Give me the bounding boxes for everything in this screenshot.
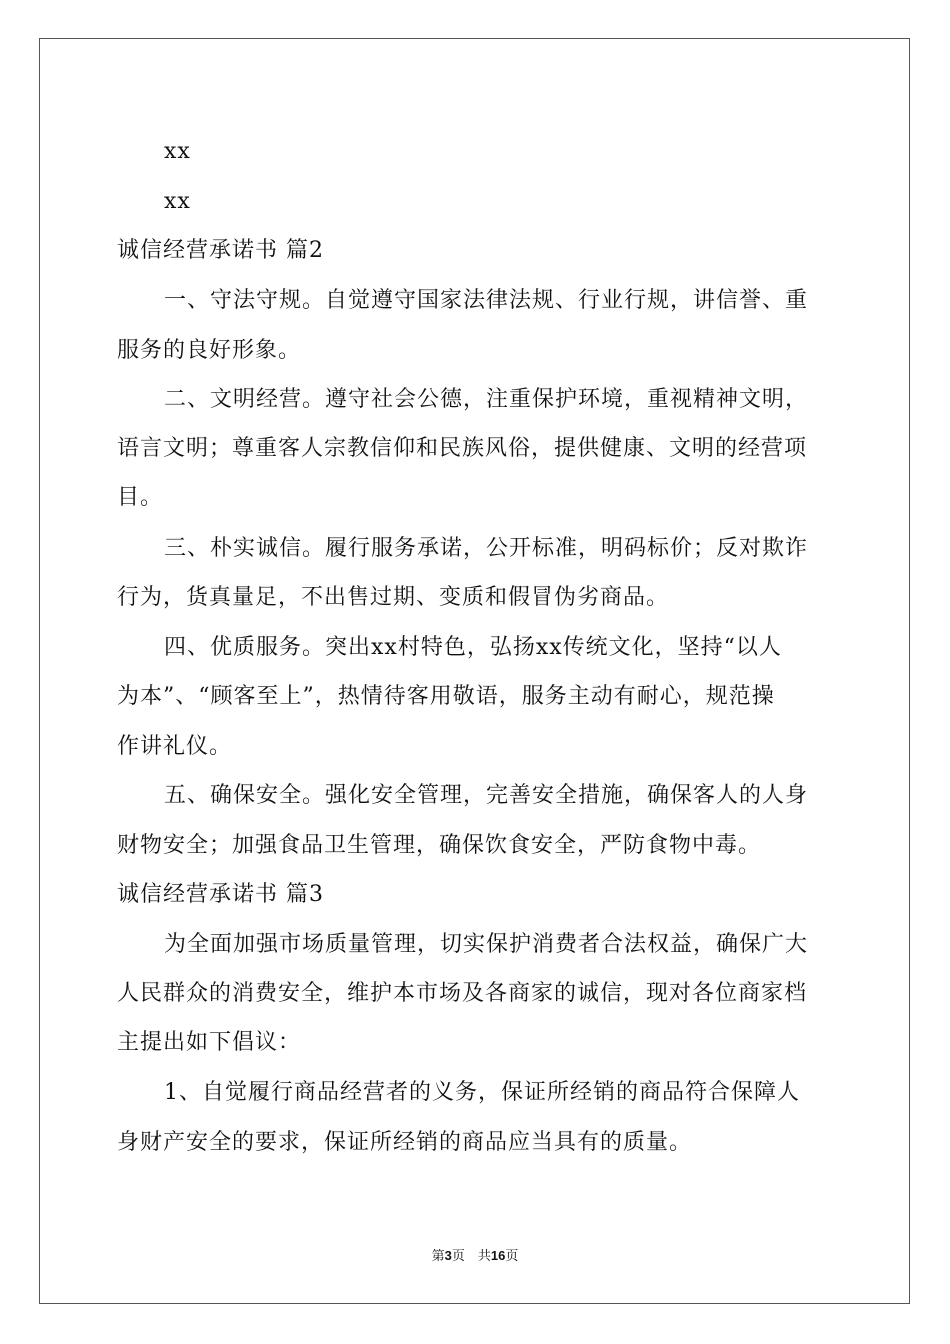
- paragraph-line: 五、确保安全。强化安全管理，完善安全措施，确保客人的人身: [164, 783, 809, 808]
- sign-line-2: xx: [164, 189, 191, 214]
- paragraph-line: 作讲礼仪。: [117, 734, 233, 759]
- paragraph-line: 身财产安全的要求，保证所经销的商品应当具有的质量。: [117, 1130, 693, 1155]
- page-footer: [0, 1247, 950, 1266]
- footer-mid: 页 共: [451, 1249, 491, 1264]
- paragraph-line: 四、优质服务。突出xx村特色，弘扬xx传统文化，坚持“以人: [164, 635, 782, 660]
- paragraph-line: 服务的良好形象。: [117, 338, 302, 363]
- section-heading-2: 诚信经营承诺书 篇2: [117, 238, 324, 263]
- footer-suffix: 页: [505, 1249, 519, 1264]
- paragraph-line: 1、自觉履行商品经营者的义务，保证所经销的商品符合保障人: [164, 1080, 800, 1105]
- paragraph-line: 行为，货真量足，不出售过期、变质和假冒伪劣商品。: [117, 585, 670, 610]
- paragraph-line: 一、守法守规。自觉遵守国家法律法规、行业行规，讲信誉、重: [164, 288, 809, 313]
- total-page-count: 16: [490, 1248, 506, 1263]
- paragraph-line: 财物安全；加强食品卫生管理，确保饮食安全，严防食物中毒。: [117, 833, 762, 858]
- paragraph-line: 二、文明经营。遵守社会公德，注重保护环境，重视精神文明，: [164, 387, 809, 412]
- paragraph-line: 为全面加强市场质量管理，切实保护消费者合法权益，确保广大: [164, 932, 809, 957]
- paragraph-line: 人民群众的消费安全，维护本市场及各商家的诚信，现对各位商家档: [117, 981, 808, 1006]
- paragraph-line: 为本”、“顾客至上”，热情待客用敬语，服务主动有耐心，规范操: [117, 684, 775, 709]
- paragraph-line: 三、朴实诚信。履行服务承诺，公开标准，明码标价；反对欺诈: [164, 536, 809, 561]
- paragraph-line: 主提出如下倡议：: [117, 1030, 302, 1055]
- current-page-number: 3: [444, 1248, 452, 1263]
- sign-line-1: xx: [164, 139, 191, 164]
- paragraph-line: 语言文明；尊重客人宗教信仰和民族风俗，提供健康、文明的经营项: [117, 436, 808, 461]
- paragraph-line: 目。: [117, 485, 164, 510]
- footer-prefix: 第: [431, 1249, 445, 1264]
- page-border: [39, 38, 910, 1304]
- section-heading-3: 诚信经营承诺书 篇3: [117, 882, 324, 907]
